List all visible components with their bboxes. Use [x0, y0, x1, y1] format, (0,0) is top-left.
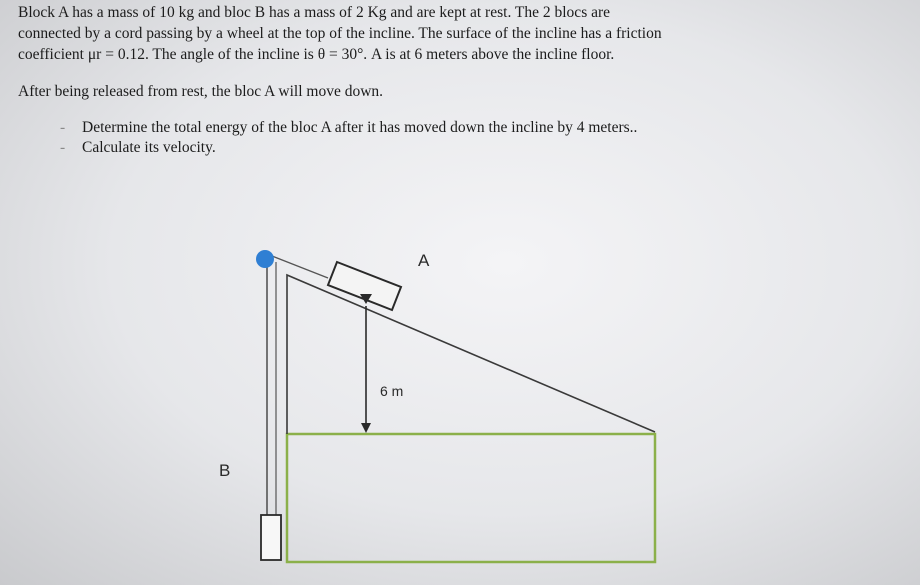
problem-line-1: Block A has a mass of 10 kg and bloc B has a mass of 2 Kg and are kept at rest. The 2 blocs are [18, 4, 611, 21]
floor-box [287, 434, 655, 562]
height-arrow-bottom-head [361, 423, 371, 433]
block-b [261, 515, 281, 560]
release-statement: After being released from rest, the bloc A will move down. [18, 83, 384, 100]
cord-to-block-a [272, 256, 328, 278]
incline-triangle [287, 275, 655, 434]
problem-line-3: coefficient μr = 0.12. The angle of the incline is θ = 30°. A is at 6 meters above the incline floor. [18, 46, 615, 63]
pulley-wheel [256, 250, 274, 268]
height-label: 6 m [380, 383, 404, 399]
block-a-label: A [418, 251, 430, 270]
problem-line-2: connected by a cord passing by a wheel at the top of the incline. The surface of the incline has a friction [18, 25, 662, 42]
question-1: - Determine the total energy of the bloc A after it has moved down the incline by 4 meters.. [82, 118, 898, 138]
block-b-label: B [219, 461, 231, 480]
question-2: - Calculate its velocity. [82, 138, 898, 158]
block-a [328, 262, 401, 310]
